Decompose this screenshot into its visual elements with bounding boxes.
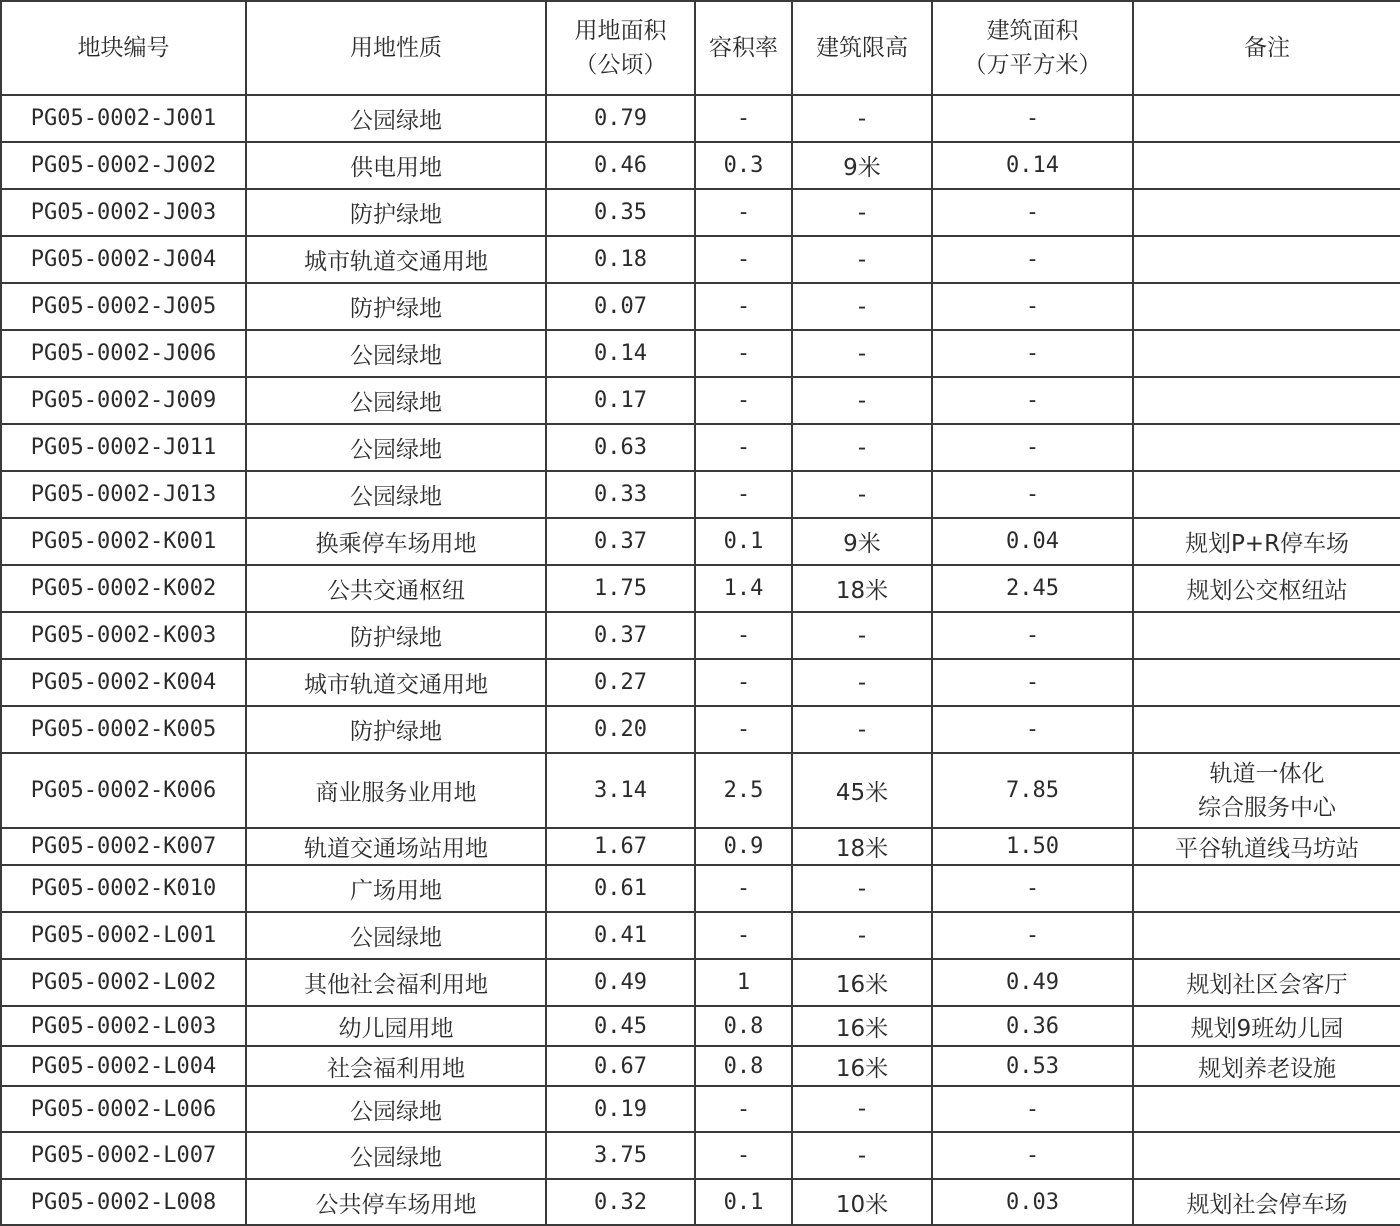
land-area-cell: 3.75	[546, 1132, 695, 1179]
remarks-cell: 规划P+R停车场	[1133, 518, 1400, 565]
parcel-id-cell: PG05-0002-K006	[1, 753, 246, 828]
land-use-cell: 其他社会福利用地	[246, 959, 546, 1006]
parcel-id-cell: PG05-0002-L003	[1, 1006, 246, 1046]
remarks-cell	[1133, 865, 1400, 912]
height-limit-cell: 45米	[792, 753, 932, 828]
land-area-cell: 0.61	[546, 865, 695, 912]
header-height-limit: 建筑限高	[792, 1, 932, 95]
height-limit-cell: -	[792, 283, 932, 330]
header-parcel-id: 地块编号	[1, 1, 246, 95]
height-limit-cell: -	[792, 424, 932, 471]
plot-ratio-cell: -	[695, 471, 792, 518]
floor-area-cell: 0.03	[932, 1179, 1133, 1225]
floor-area-cell: -	[932, 1086, 1133, 1132]
land-area-cell: 0.46	[546, 142, 695, 189]
plot-ratio-cell: -	[695, 377, 792, 424]
floor-area-cell: -	[932, 1132, 1133, 1179]
remarks-cell: 规划社会停车场	[1133, 1179, 1400, 1225]
table-row	[1, 377, 1400, 424]
remarks-cell	[1133, 330, 1400, 377]
floor-area-cell: -	[932, 912, 1133, 959]
plot-ratio-cell: 0.8	[695, 1046, 792, 1086]
remarks-cell	[1133, 753, 1400, 828]
land-area-cell: 0.33	[546, 471, 695, 518]
header-plot-ratio: 容积率	[695, 1, 792, 95]
plot-ratio-cell: -	[695, 95, 792, 142]
height-limit-cell: 16米	[792, 1046, 932, 1086]
parcel-id-cell: PG05-0002-K003	[1, 612, 246, 659]
plot-ratio-cell: 0.3	[695, 142, 792, 189]
table-row	[1, 1132, 1400, 1179]
parcel-id-cell: PG05-0002-L008	[1, 1179, 246, 1225]
height-limit-cell: -	[792, 1086, 932, 1132]
table-row	[1, 706, 1400, 753]
floor-area-cell: 0.36	[932, 1006, 1133, 1046]
plot-ratio-cell: 0.1	[695, 1179, 792, 1225]
parcel-id-cell: PG05-0002-L001	[1, 912, 246, 959]
land-use-cell: 公园绿地	[246, 424, 546, 471]
table-row	[1, 1046, 1400, 1086]
floor-area-cell: -	[932, 189, 1133, 236]
plot-ratio-cell: -	[695, 912, 792, 959]
remarks-cell	[1133, 1132, 1400, 1179]
table-row	[1, 518, 1400, 565]
plot-ratio-cell: 1	[695, 959, 792, 1006]
table-row	[1, 330, 1400, 377]
land-area-cell: 0.20	[546, 706, 695, 753]
parcel-id-cell: PG05-0002-J006	[1, 330, 246, 377]
plot-ratio-cell: -	[695, 706, 792, 753]
floor-area-cell: -	[932, 330, 1133, 377]
remarks-cell	[1133, 612, 1400, 659]
land-area-cell: 0.17	[546, 377, 695, 424]
land-area-cell: 0.49	[546, 959, 695, 1006]
parcel-id-cell: PG05-0002-K001	[1, 518, 246, 565]
height-limit-cell: -	[792, 706, 932, 753]
floor-area-cell: 0.14	[932, 142, 1133, 189]
table-row	[1, 1006, 1400, 1046]
remarks-cell	[1133, 236, 1400, 283]
height-limit-cell: 18米	[792, 828, 932, 865]
land-area-cell: 1.67	[546, 828, 695, 865]
height-limit-cell: -	[792, 189, 932, 236]
land-use-cell: 防护绿地	[246, 612, 546, 659]
plot-ratio-cell: -	[695, 424, 792, 471]
land-area-cell: 0.41	[546, 912, 695, 959]
table-row	[1, 471, 1400, 518]
floor-area-cell: -	[932, 706, 1133, 753]
floor-area-cell: -	[932, 95, 1133, 142]
remarks-cell: 规划公交枢纽站	[1133, 565, 1400, 612]
floor-area-cell: 0.04	[932, 518, 1133, 565]
land-use-cell: 公园绿地	[246, 95, 546, 142]
land-area-cell: 0.27	[546, 659, 695, 706]
table-row	[1, 828, 1400, 865]
header-land-use: 用地性质	[246, 1, 546, 95]
height-limit-cell: 16米	[792, 959, 932, 1006]
table-row	[1, 424, 1400, 471]
remarks-cell	[1133, 189, 1400, 236]
land-area-cell: 0.18	[546, 236, 695, 283]
land-area-cell: 0.79	[546, 95, 695, 142]
land-area-cell: 0.14	[546, 330, 695, 377]
remarks-cell	[1133, 659, 1400, 706]
land-use-cell: 城市轨道交通用地	[246, 236, 546, 283]
land-use-cell: 防护绿地	[246, 283, 546, 330]
parcel-id-cell: PG05-0002-K005	[1, 706, 246, 753]
land-area-cell: 1.75	[546, 565, 695, 612]
parcel-id-cell: PG05-0002-L004	[1, 1046, 246, 1086]
land-use-cell: 供电用地	[246, 142, 546, 189]
parcel-id-cell: PG05-0002-J009	[1, 377, 246, 424]
land-area-cell: 0.37	[546, 518, 695, 565]
table-row	[1, 865, 1400, 912]
land-use-cell: 防护绿地	[246, 706, 546, 753]
land-area-cell: 0.19	[546, 1086, 695, 1132]
table-row	[1, 753, 1400, 828]
plot-ratio-cell: 0.1	[695, 518, 792, 565]
floor-area-cell: 2.45	[932, 565, 1133, 612]
floor-area-cell: 1.50	[932, 828, 1133, 865]
land-use-cell: 城市轨道交通用地	[246, 659, 546, 706]
table-row	[1, 142, 1400, 189]
parcel-id-cell: PG05-0002-L007	[1, 1132, 246, 1179]
parcel-id-cell: PG05-0002-J011	[1, 424, 246, 471]
parcel-id-cell: PG05-0002-L002	[1, 959, 246, 1006]
floor-area-cell: -	[932, 865, 1133, 912]
floor-area-cell: -	[932, 283, 1133, 330]
floor-area-cell: -	[932, 236, 1133, 283]
table-row	[1, 95, 1400, 142]
land-use-cell: 公园绿地	[246, 1086, 546, 1132]
plot-ratio-cell: -	[695, 330, 792, 377]
land-use-cell: 广场用地	[246, 865, 546, 912]
parcel-id-cell: PG05-0002-J004	[1, 236, 246, 283]
floor-area-cell: -	[932, 612, 1133, 659]
height-limit-cell: -	[792, 865, 932, 912]
land-use-cell: 公园绿地	[246, 1132, 546, 1179]
floor-area-cell: 0.49	[932, 959, 1133, 1006]
height-limit-cell: -	[792, 659, 932, 706]
land-use-cell: 防护绿地	[246, 189, 546, 236]
remarks-cell	[1133, 283, 1400, 330]
floor-area-cell: 7.85	[932, 753, 1133, 828]
land-use-cell: 公园绿地	[246, 377, 546, 424]
header-land-area-line2: （公顷）	[574, 52, 667, 78]
remarks-cell: 规划社区会客厅	[1133, 959, 1400, 1006]
header-land-area-line1: 用地面积	[574, 18, 667, 44]
remarks-line: 综合服务中心	[1198, 794, 1336, 821]
remarks-cell: 规划9班幼儿园	[1133, 1006, 1400, 1046]
header-row	[1, 1, 1400, 95]
height-limit-cell: -	[792, 1132, 932, 1179]
header-floor-area-line2: （万平方米）	[963, 52, 1102, 78]
table-row	[1, 283, 1400, 330]
land-use-cell: 幼儿园用地	[246, 1006, 546, 1046]
height-limit-cell: -	[792, 377, 932, 424]
land-area-cell: 3.14	[546, 753, 695, 828]
table-row	[1, 959, 1400, 1006]
land-use-cell: 公园绿地	[246, 471, 546, 518]
height-limit-cell: -	[792, 912, 932, 959]
plot-ratio-cell: -	[695, 283, 792, 330]
parcel-id-cell: PG05-0002-L006	[1, 1086, 246, 1132]
height-limit-cell: 16米	[792, 1006, 932, 1046]
header-remarks: 备注	[1133, 1, 1400, 95]
land-area-cell: 0.32	[546, 1179, 695, 1225]
land-use-cell: 公园绿地	[246, 330, 546, 377]
parcel-id-cell: PG05-0002-J001	[1, 95, 246, 142]
land-use-cell: 公共交通枢纽	[246, 565, 546, 612]
header-land-area	[546, 1, 695, 95]
table-row	[1, 189, 1400, 236]
height-limit-cell: 9米	[792, 142, 932, 189]
plot-ratio-cell: 0.9	[695, 828, 792, 865]
parcel-id-cell: PG05-0002-J003	[1, 189, 246, 236]
plot-ratio-cell: 0.8	[695, 1006, 792, 1046]
parcel-id-cell: PG05-0002-J005	[1, 283, 246, 330]
remarks-line: 轨道一体化	[1209, 760, 1325, 787]
remarks-cell	[1133, 1086, 1400, 1132]
height-limit-cell: -	[792, 330, 932, 377]
remarks-cell	[1133, 424, 1400, 471]
height-limit-cell: -	[792, 471, 932, 518]
land-use-cell: 社会福利用地	[246, 1046, 546, 1086]
table-row	[1, 612, 1400, 659]
plot-ratio-cell: 1.4	[695, 565, 792, 612]
plot-ratio-cell: -	[695, 612, 792, 659]
land-area-cell: 0.37	[546, 612, 695, 659]
land-area-cell: 0.35	[546, 189, 695, 236]
plot-ratio-cell: -	[695, 659, 792, 706]
remarks-cell	[1133, 377, 1400, 424]
parcel-id-cell: PG05-0002-K010	[1, 865, 246, 912]
plot-ratio-cell: -	[695, 236, 792, 283]
plot-ratio-cell: -	[695, 1086, 792, 1132]
table-row	[1, 912, 1400, 959]
remarks-cell	[1133, 706, 1400, 753]
table-row	[1, 659, 1400, 706]
plot-ratio-cell: -	[695, 1132, 792, 1179]
floor-area-cell: -	[932, 659, 1133, 706]
floor-area-cell: 0.53	[932, 1046, 1133, 1086]
remarks-cell	[1133, 95, 1400, 142]
height-limit-cell: -	[792, 95, 932, 142]
header-floor-area	[932, 1, 1133, 95]
table-row	[1, 1086, 1400, 1132]
height-limit-cell: -	[792, 612, 932, 659]
floor-area-cell: -	[932, 424, 1133, 471]
plot-ratio-cell: -	[695, 189, 792, 236]
table-body	[1, 95, 1400, 1225]
plot-ratio-cell: -	[695, 865, 792, 912]
remarks-cell: 平谷轨道线马坊站	[1133, 828, 1400, 865]
height-limit-cell: -	[792, 236, 932, 283]
land-use-cell: 公园绿地	[246, 912, 546, 959]
land-area-cell: 0.45	[546, 1006, 695, 1046]
parcel-id-cell: PG05-0002-K004	[1, 659, 246, 706]
land-use-cell: 公共停车场用地	[246, 1179, 546, 1225]
parcel-id-cell: PG05-0002-J002	[1, 142, 246, 189]
table-row	[1, 1179, 1400, 1225]
remarks-cell: 规划养老设施	[1133, 1046, 1400, 1086]
table-row	[1, 565, 1400, 612]
parcel-id-cell: PG05-0002-K007	[1, 828, 246, 865]
remarks-cell	[1133, 471, 1400, 518]
land-area-cell: 0.07	[546, 283, 695, 330]
land-area-cell: 0.63	[546, 424, 695, 471]
land-area-cell: 0.67	[546, 1046, 695, 1086]
floor-area-cell: -	[932, 377, 1133, 424]
table-row	[1, 236, 1400, 283]
height-limit-cell: 18米	[792, 565, 932, 612]
floor-area-cell: -	[932, 471, 1133, 518]
remarks-cell	[1133, 912, 1400, 959]
height-limit-cell: 10米	[792, 1179, 932, 1225]
plot-ratio-cell: 2.5	[695, 753, 792, 828]
land-use-cell: 轨道交通场站用地	[246, 828, 546, 865]
land-use-cell: 换乘停车场用地	[246, 518, 546, 565]
land-use-cell: 商业服务业用地	[246, 753, 546, 828]
header-floor-area-line1: 建筑面积	[986, 18, 1079, 44]
parcel-id-cell: PG05-0002-J013	[1, 471, 246, 518]
parcel-id-cell: PG05-0002-K002	[1, 565, 246, 612]
height-limit-cell: 9米	[792, 518, 932, 565]
remarks-cell	[1133, 142, 1400, 189]
